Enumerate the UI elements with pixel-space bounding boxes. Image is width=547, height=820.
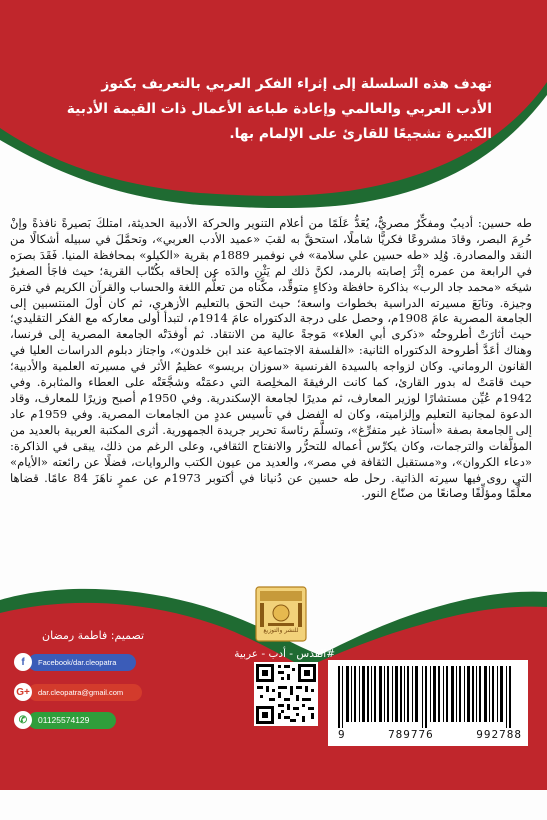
qr-code	[254, 662, 318, 726]
facebook-link[interactable]	[14, 653, 136, 671]
publisher-logo-graphic	[254, 585, 308, 643]
designer-label: تصميم: فاطمة رمضان	[42, 629, 145, 642]
qr-code-graphic	[254, 662, 318, 726]
author-biography: طه حسين: أديبٌ ومفكِّرٌ مصريٌّ، يُعَدُّ عَلَمًا من أعلام التنوير والحركة الأدبية الحديثة، امتلكَ بَصيرةً نافذةً وإنْ حُرِمَ البصر، وقادَ مشروعًا فكريًّا شاملًا، استحقَّ به لقبَ «عميد الأدب العربي»، وتحمَّلَ في سبيله أشكالًا من النقد والمصادرة. وُلِد «طه حسين علي سلامة» في نوفمبر 1889م بقرية «الكيلو» بمحافظة المنيا. فَقَدَ بصرَه في الرابعة من عمره إثْرَ إصابته بالرمد، لكنَّ ذلك لم يَثْنِ والدَه عن إلحاقه بكُتّاب القرية؛ حيث فاجَأ الصغيرُ شيخَه «محمد جاد الرب» بذاكرة حافظة وذكاءٍ متوقِّد، مكَّناه من تعلُّم اللغة والحساب والقرآن الكريم في فترة وجيزة. وتابَعَ مسيرته الدراسية بخطوات واسعة؛ حيث التحق بالتعليم الأزهري، ثم كان أولَ المنتسبين إلى الجامعة المصرية عامَ 1908م، وحصل على درجة الدكتوراه عامَ 1914م، لتبدأ أولى معاركه مع الفكر التقليدي؛ حيث أثارَتْ أطروحتُه «ذكرى أبي العلاء» مَوجةً عالية من الانتقاد. ثم أوفدَتْه الجامعة المصرية إلى فرنسا، وهناك أعَدَّ أطروحة الدكتوراه الثانية: «الفلسفة الاجتماعية عند ابن خلدون»، واجتاز دبلوم الدراسات العليا في القانون الروماني. وكان لزواجه بالسيدة الفرنسية «سوزان بريسو» عظيمُ الأثر في مسيرته العلمية والأدبية؛ حيث قامَتْ له بدور القارئ، كما كانت الرفيقةَ المخلِصة التي دعمَتْه وشجَّعَتْه على العطاء والمثابرة. وفي 1942م عُيِّن مستشارًا لوزير المعارف، ثم مديرًا لجامعة الإسكندرية. وفي 1950م أصبح وزيرًا للمعارف، وقاد الدعوة لمجانية التعليم وإلزاميته، وكان له الفضل في تأسيس عددٍ من الجامعات المصرية. وفي 1959م عاد إلى الجامعة بصفة «أستاذ غير متفرِّغ»، وتسلَّمَ رئاسةَ تحرير جريدة الجمهورية. أثرى المكتبة العربية بالعديد من المؤلَّفات والترجمات، وكان يكرِّس أعماله للتحرُّر والانفتاح الثقافي، وعلى الرغم من ذلك، يبقى في الذاكرة: «دعاء الكروان»، و«مستقبل الثقافة في مصر»، والعديد من عيون الكتب والروايات، فضلًا عن رائعته «الأيام» التي روى فيها سيرته الذاتية. رحل طه حسين عن دُنيانا في أكتوبر 1973م عن عمرٍ ناهَزَ 84 عامًا. قضاها معلِّمًا ومؤلِّفًا وصانعًا من صنّاع النور.	[10, 216, 533, 501]
whatsapp-link[interactable]	[14, 711, 116, 729]
isbn-digits-3: 992788	[476, 728, 522, 741]
category-tags: #القدس - أدب - عربية	[234, 648, 335, 660]
barcode-bars	[328, 660, 528, 730]
facebook-icon: f	[14, 653, 32, 671]
publisher-subtitle: للنشر والتوزيع	[263, 627, 299, 634]
whatsapp-text: 01125574129	[28, 712, 116, 729]
email-link[interactable]	[14, 683, 142, 701]
isbn-digits-1: 9	[338, 728, 346, 741]
email-text: dar.cleopatra@gmail.com	[28, 684, 142, 701]
series-blurb: تهدف هذه السلسلة إلى إثراء الفكر العربي بالتعريف بكنوز الأدب العربي والعالمي وإعادة طباعة الأعمال ذات القيمة الأدبية الكبيرة تشجيعًا للقارئ على الإلمام بها.	[66, 76, 492, 142]
whatsapp-icon: ✆	[14, 711, 32, 729]
isbn-digits-2: 789776	[388, 728, 434, 741]
publisher-logo	[254, 585, 308, 643]
google-plus-icon: G+	[14, 683, 32, 701]
isbn-number	[338, 728, 522, 741]
facebook-text: Facebook/dar.cleopatra	[28, 654, 136, 671]
